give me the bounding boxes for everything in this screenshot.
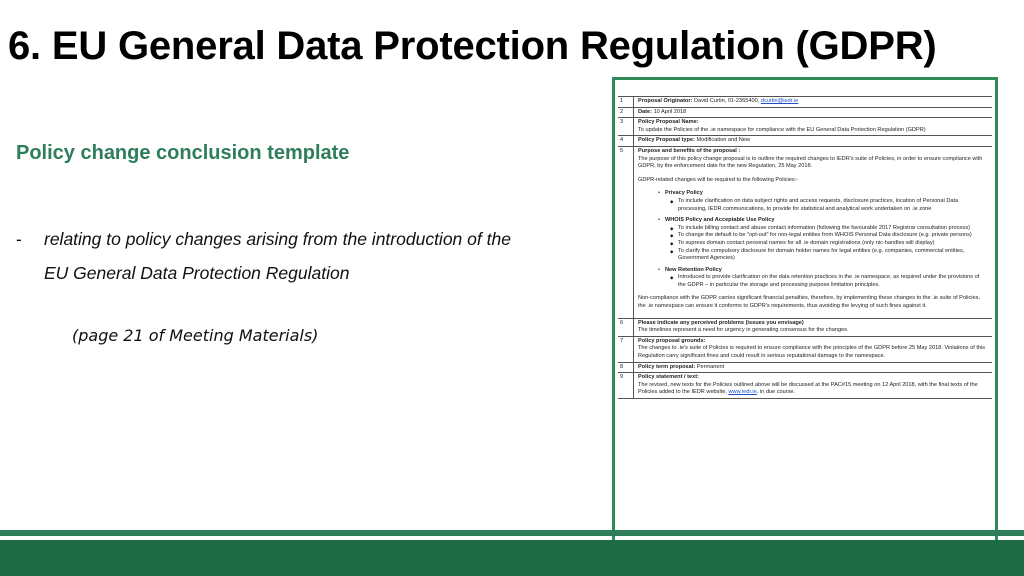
- table-row: [618, 118, 992, 136]
- footer-accent-line: [0, 530, 1024, 536]
- bullet-item: [16, 222, 586, 290]
- row-text: The timelines represent a need for urgency in generating consensus for the changes.: [638, 327, 849, 334]
- policy-template-table: [618, 96, 992, 556]
- bullet-dash: -: [16, 229, 22, 249]
- row-label: Date:: [638, 108, 652, 115]
- list-item: ◆ To include billing contact and abuse contact information (following the favourable 2017 Registrar consultation process): [670, 225, 988, 233]
- table-row: [618, 147, 992, 319]
- row-label: Proposal Originator:: [638, 98, 693, 104]
- non-compliance-paragraph: Non-compliance with the GDPR carries significant financial penalties, therefore, by implementing these changes to the .ie suite of Policies, the .ie namespace can ensure it conforms to GDPR's requirements, thus avoiding the levying of such fines against it.: [638, 295, 981, 310]
- row-number: 8: [618, 363, 634, 373]
- list-item: ◆ To include clarification on data subject rights and access requests, disclosure practices, location of Personal Data processing, IEDR communications, to provide for statistical and analytical work undertaken on .ie zone: [670, 198, 988, 213]
- row-number: 2: [618, 108, 634, 118]
- row-number: 7: [618, 337, 634, 362]
- row-value: David Curtin, 01-2365400,: [693, 98, 760, 104]
- bullet-line-2: EU General Data Protection Regulation: [44, 263, 350, 283]
- row-value: Permanent: [696, 363, 725, 370]
- row-text-tail: , in due course.: [756, 389, 796, 396]
- list-item: ◆ Introduced to provide clarification on the data retention practices in the .ie namespace, as required under the provisions of the GDPR – in particular the storage and processing purpose limitation principles.: [670, 274, 988, 289]
- row-number: 3: [618, 118, 634, 135]
- table-row: [618, 108, 992, 119]
- row-text: The changes to .ie's suite of Policies is required to ensure compliance with the principles of the GDPR before 25 May 2018. Violations of this Regulation carry significant fines and could result in serious reputational damage to the namespace.: [638, 345, 986, 360]
- table-row: [618, 337, 992, 363]
- row-value: Modification and New: [696, 137, 750, 144]
- row-number: 5: [618, 147, 634, 318]
- row-number: 6: [618, 319, 634, 336]
- row-label: Policy Proposal type:: [638, 137, 695, 144]
- table-row: [618, 97, 992, 108]
- retention-policy-heading: • New Retention Policy: [658, 267, 988, 275]
- list-item: ◆ To change the default to be "opt-out" for non-legal entities from WHOIS Personal Data disclosure (e.g. private persons): [670, 232, 988, 240]
- list-item: ◆ To clarify the compulsory disclosure for domain holder names for legal entities (e.g. companies, commercial entities, Government Agencies): [670, 248, 988, 263]
- privacy-policy-heading: • Privacy Policy: [658, 190, 988, 198]
- website-link[interactable]: www.iedr.ie: [728, 389, 757, 396]
- row-label: Policy statement / text:: [638, 374, 699, 381]
- row-number: 1: [618, 97, 634, 107]
- slide-title: 6. EU General Data Protection Regulation (GDPR): [8, 24, 937, 68]
- row-label: Please indicate any perceived problems (issues you envisage): [638, 319, 804, 326]
- document-screenshot: [612, 77, 998, 562]
- table-row: [618, 319, 992, 337]
- changes-intro: GDPR-related changes will be required to the following Policies:-: [638, 176, 799, 183]
- row-number: 4: [618, 136, 634, 146]
- email-link[interactable]: dcurtin@iedr.ie: [760, 98, 799, 104]
- purpose-paragraph: The purpose of this policy change proposal is to outline the required changes to IEDR's suite of Policies, in order to ensure compliance with GDPR, by the enforcement date for the new Regulation, 25 May 2018.: [638, 155, 983, 170]
- row-value: 10 April 2018: [653, 108, 687, 115]
- whois-policy-heading: • WHOIS Policy and Acceptable Use Policy: [658, 217, 988, 225]
- slide-subtitle: Policy change conclusion template: [16, 142, 350, 164]
- bullet-line-1: relating to policy changes arising from the introduction of the: [44, 229, 511, 249]
- row-text: The revised, new texts for the Policies outlined above will be discussed at the PAC#15 meeting on 12 April 2018, with the final texts of the Policies added to the IEDR website,: [638, 381, 978, 396]
- footer-band: [0, 540, 1024, 576]
- table-row: [618, 363, 992, 374]
- table-row: [618, 373, 992, 399]
- row-number: 9: [618, 373, 634, 398]
- row-label: Policy Proposal Name:: [638, 119, 699, 126]
- row-text: To update the Policies of the .ie namespace for compliance with the EU General Data Protection Regulation (GDPR): [638, 126, 926, 133]
- row-label: Purpose and benefits of the proposal :: [638, 147, 741, 154]
- row-label: Policy term proposal:: [638, 363, 696, 370]
- list-item: ◆ To supress domain contact personal names for all .ie domain registrations (only nic-handles will display): [670, 240, 988, 248]
- row-label: Policy proposal grounds:: [638, 337, 706, 344]
- table-row: [618, 136, 992, 147]
- page-reference-note: (page 21 of Meeting Materials): [72, 326, 319, 345]
